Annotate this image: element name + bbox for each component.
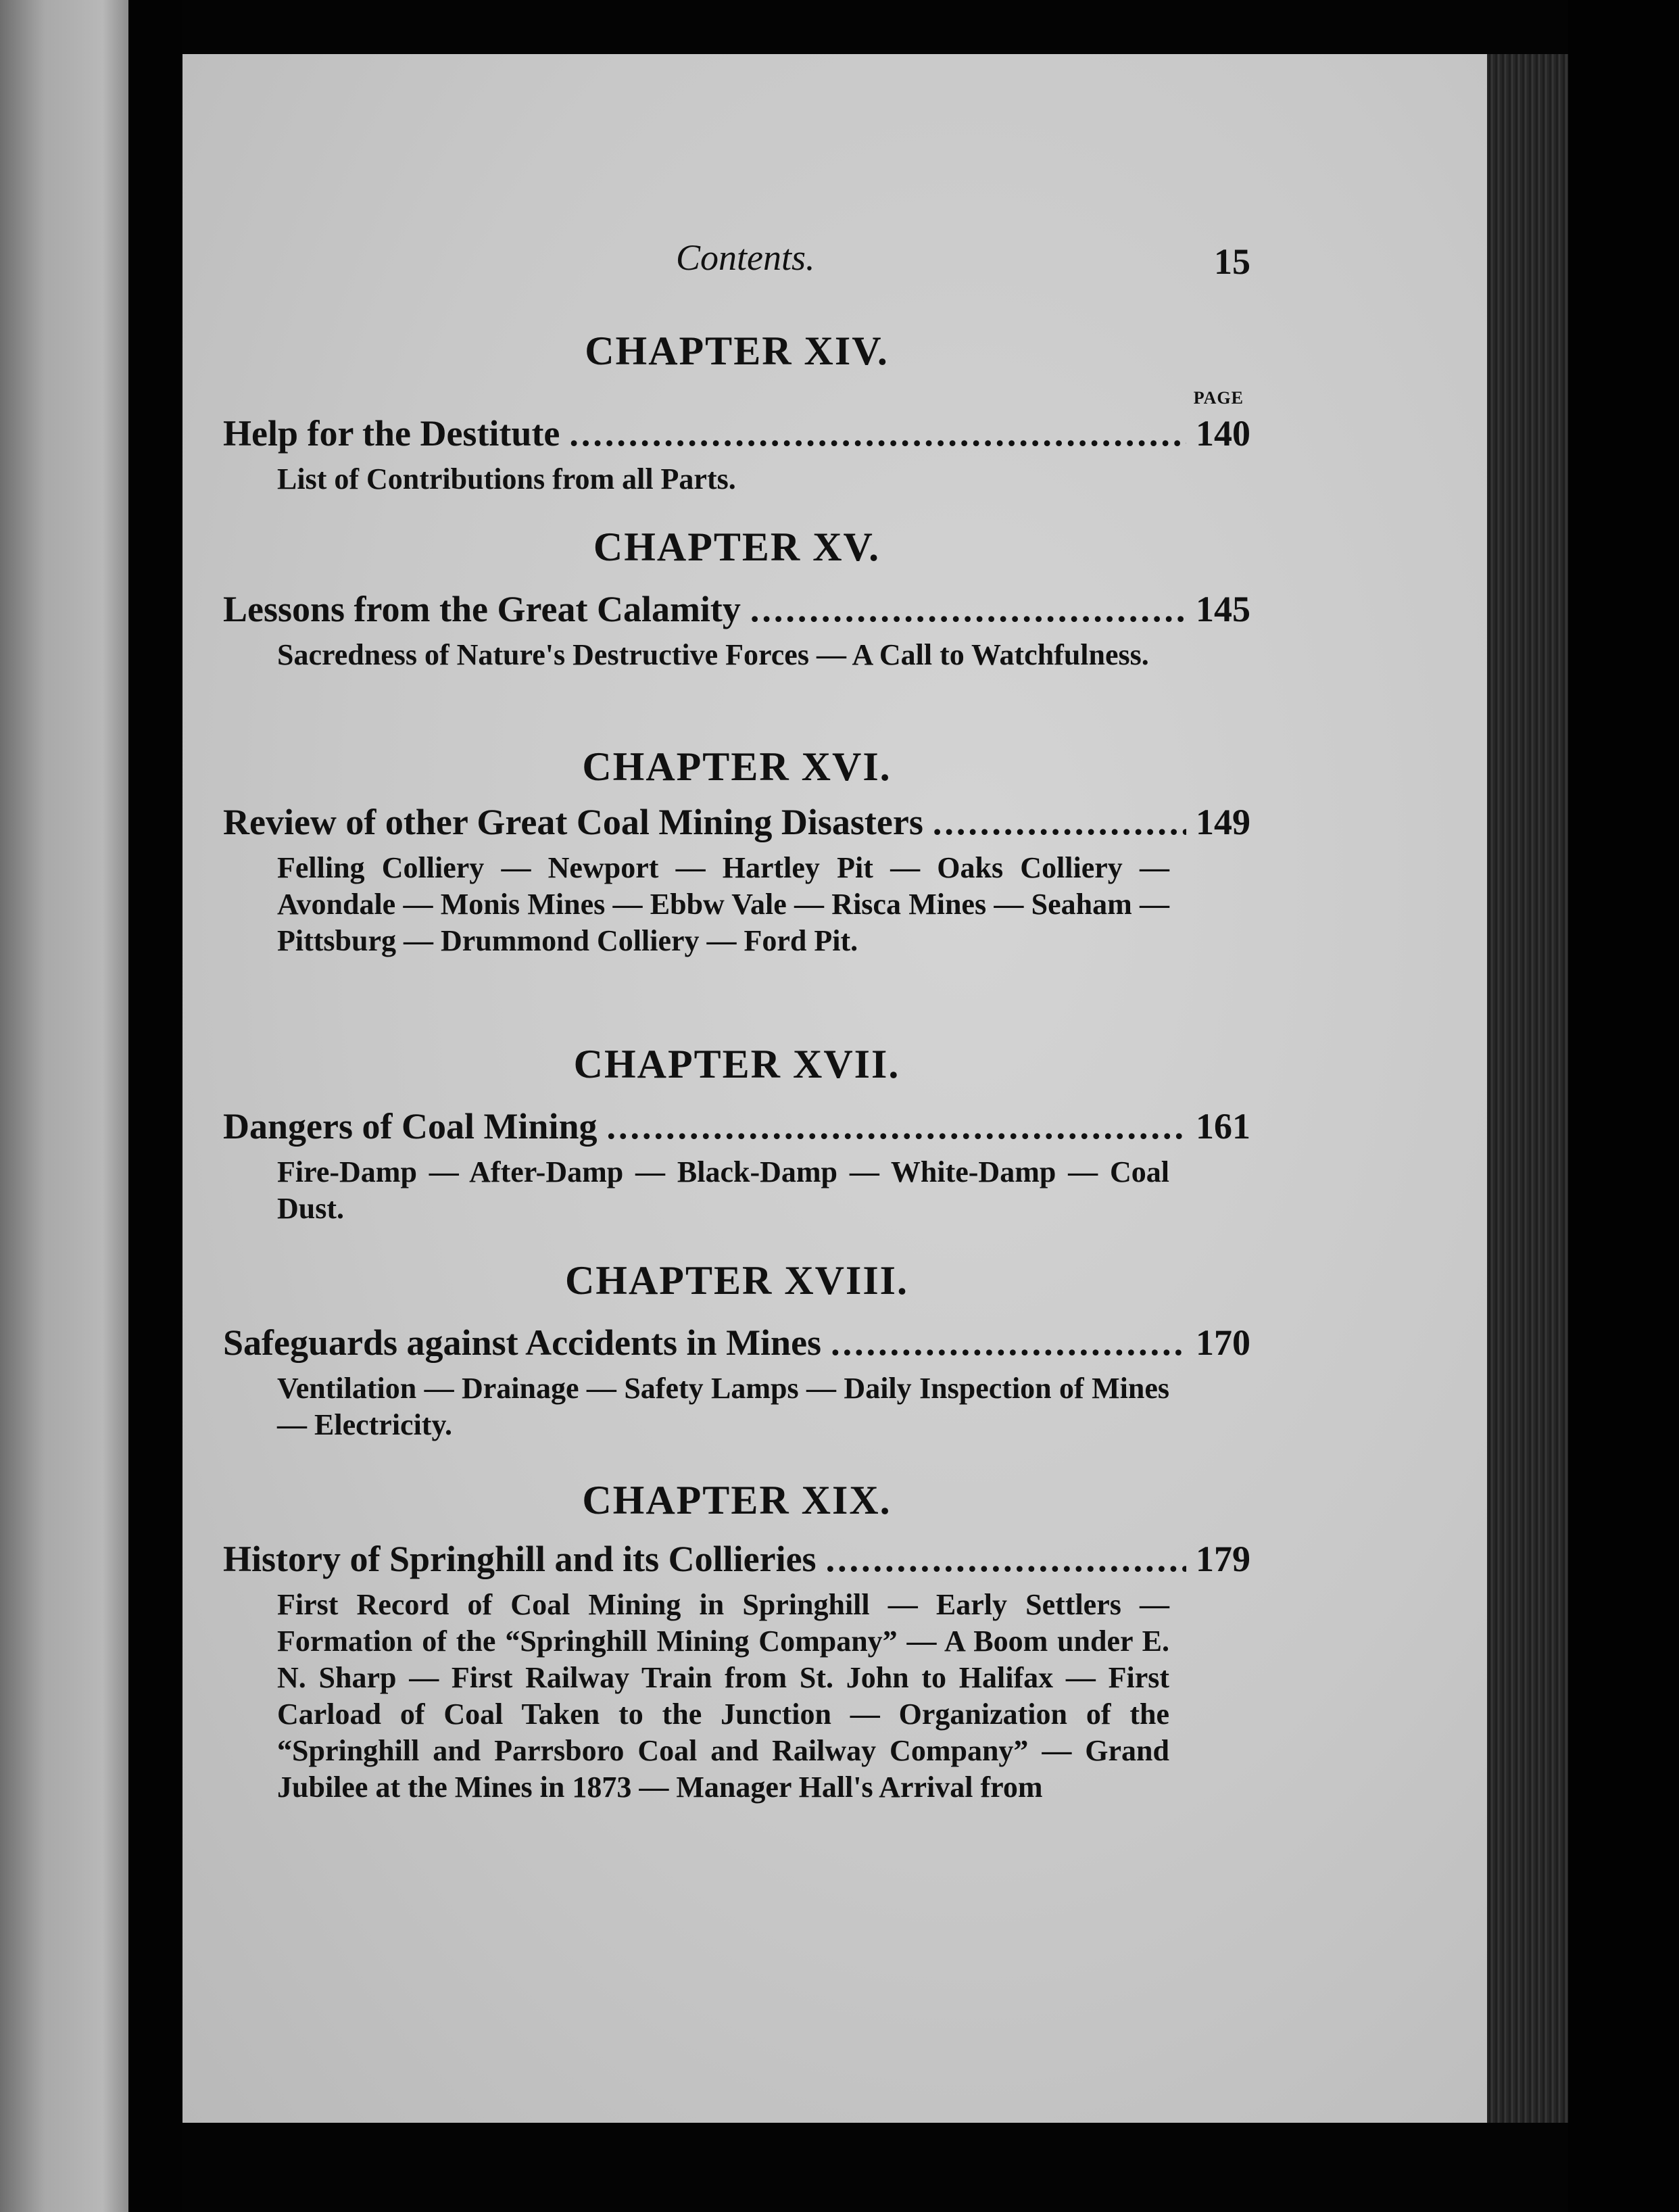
toc-entry [223, 588, 1250, 673]
toc-entry [223, 801, 1250, 959]
chapter-heading: CHAPTER XVII. [573, 1042, 900, 1086]
scan-gutter [128, 0, 182, 2212]
toc-entry [223, 1105, 1250, 1227]
toc-entry-page: 179 [1196, 1539, 1250, 1579]
toc-entry-row [223, 588, 1250, 630]
toc-entry-title: Lessons from the Great Calamity [223, 589, 741, 629]
toc-entry [223, 1538, 1250, 1806]
toc-entry-title: History of Springhill and its Collieries [223, 1539, 817, 1579]
toc-entry-row [223, 1538, 1250, 1580]
toc-entry-row [223, 1322, 1250, 1364]
toc-entry-page: 161 [1196, 1106, 1250, 1147]
chapter-heading: CHAPTER XIX. [582, 1478, 892, 1522]
chapter-heading: CHAPTER XV. [593, 525, 881, 569]
chapter-heading: CHAPTER XVI. [582, 744, 892, 789]
toc-entry-title: Safeguards against Accidents in Mines [223, 1322, 822, 1363]
toc-entry-page: 149 [1196, 802, 1250, 842]
book-fore-edge [1487, 54, 1568, 2123]
chapter-heading: CHAPTER XVIII. [564, 1258, 909, 1303]
scan-border-bottom [182, 2123, 1568, 2212]
toc-entry [223, 1322, 1250, 1443]
toc-entry-description: Ventilation — Drainage — Safety Lamps — Daily Inspection of Mines — Electricity. [277, 1372, 1169, 1441]
scan-border-right [1568, 0, 1679, 2212]
toc-entry-description: List of Contributions from all Parts. [277, 462, 736, 496]
page-column-label: PAGE [1193, 388, 1244, 408]
toc-entry-row [223, 801, 1250, 843]
toc-entry-page: 145 [1196, 589, 1250, 629]
toc-entry-title: Dangers of Coal Mining [223, 1106, 598, 1147]
running-title: Contents. [676, 237, 815, 278]
toc-entry-title: Help for the Destitute [223, 413, 560, 454]
toc-entry-description: Felling Colliery — Newport — Hartley Pit — Oaks Colliery — Avondale — Monis Mines — Ebbw Vale — Risca Mines — Seaham — Pittsburg — Drummond Colliery — Ford Pit. [277, 851, 1169, 957]
scan-border-top [182, 0, 1568, 54]
toc-entry-description: Sacredness of Nature's Destructive Forces — A Call to Watchfulness. [277, 638, 1149, 671]
toc-entry-page: 140 [1196, 413, 1250, 454]
dot-leader [831, 1322, 1186, 1364]
dot-leader [933, 801, 1186, 843]
toc-entry-row [223, 412, 1250, 454]
toc-entry-description: First Record of Coal Mining in Springhill — Early Settlers — Formation of the “Springhill Mining Company” — A Boom under E. N. Sharp — First Railway Train from St. John to Halifax — First Carload of Coal Taken to the Junction — Organization of the “Springhill and Parrsboro Coal and Railway Company” — Grand Jubilee at the Mines in 1873 — Manager Hall's Arrival from [277, 1588, 1169, 1804]
toc-entry-description: Fire-Damp — After-Damp — Black-Damp — White-Damp — Coal Dust. [277, 1155, 1169, 1225]
chapter-heading: CHAPTER XIV. [585, 329, 889, 373]
toc-entry-page: 170 [1196, 1322, 1250, 1363]
toc-entry-row [223, 1105, 1250, 1147]
adjacent-page-edge [0, 0, 128, 2212]
page-number: 15 [1214, 241, 1250, 282]
toc-entry-title: Review of other Great Coal Mining Disasters [223, 802, 923, 842]
dot-leader [750, 588, 1186, 630]
running-head [223, 237, 1250, 291]
dot-leader [569, 412, 1186, 454]
toc-entry [223, 388, 1250, 498]
dot-leader [607, 1105, 1187, 1147]
dot-leader [826, 1538, 1186, 1580]
